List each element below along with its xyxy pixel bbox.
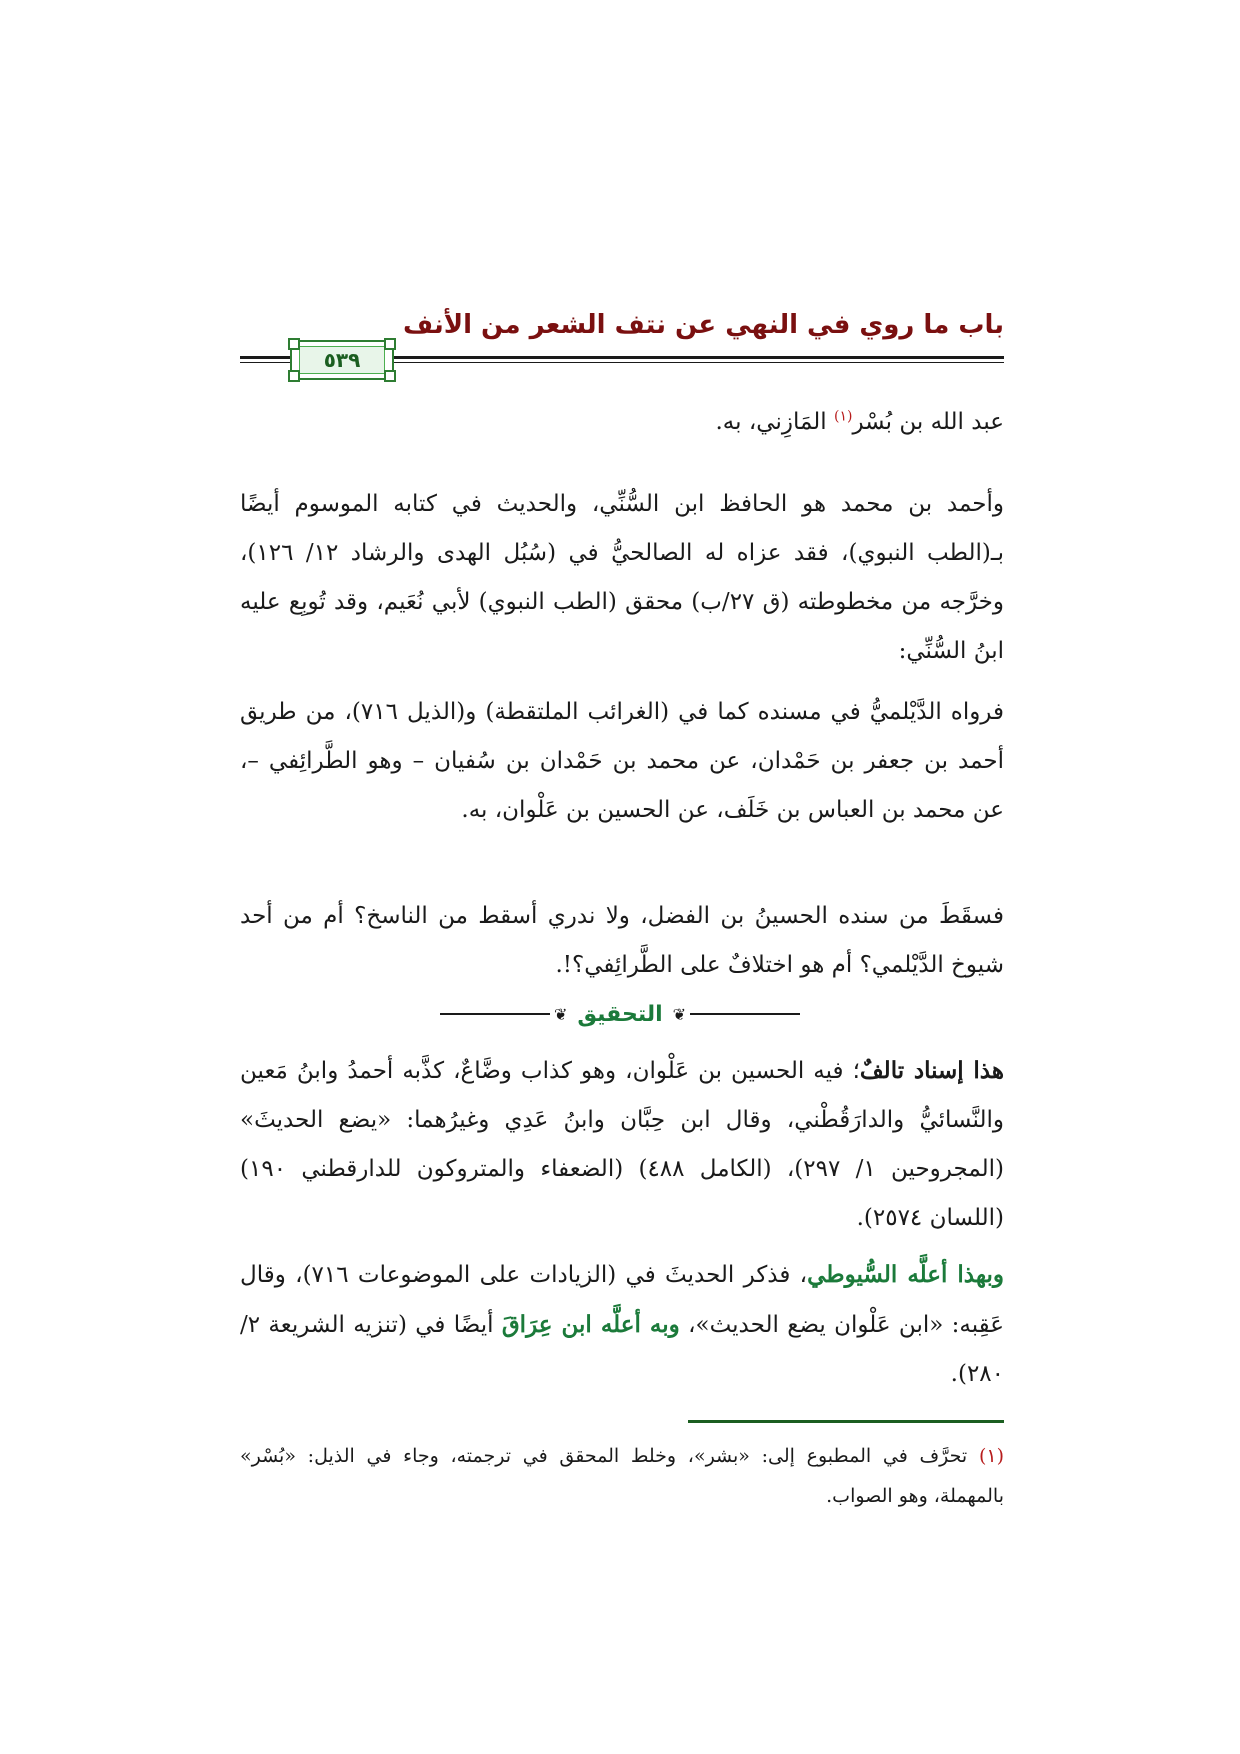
ornament-corner-icon bbox=[384, 370, 396, 382]
page-number: ٥٣٩ bbox=[299, 346, 385, 374]
ornament-corner-icon bbox=[384, 338, 396, 350]
footnote bbox=[240, 1436, 1004, 1516]
paragraph-5-text: ؛ فيه الحسين بن عَلْوان، وهو كذاب وضَّاعٌ، كذَّبه أحمدُ وابنُ مَعين والنَّسائيُّ والدارَقُطْني، وقال ابن حِبَّان وابنُ عَدِي وغيرُهما: «يضع الحديثَ» (المجروحين ١/ ٢٩٧)، (الكامل ٤٨٨) (الضعفاء والمتروكون للدارقطني ١٩٠) (اللسان ٢٥٧٤). bbox=[240, 1058, 1004, 1231]
footnote-ref[interactable]: (١) bbox=[833, 408, 853, 425]
paragraph-6-text: ، فذكر الحديثَ في (الزيادات على الموضوعات ٧١٦)، وقال عَقِبه: «ابن عَلْوان يضع الحديث»، bbox=[240, 1262, 1005, 1338]
section-divider bbox=[440, 996, 800, 1032]
paragraph-2: وأحمد بن محمد هو الحافظ ابن السُّنِّي، والحديث في كتابه الموسوم أيضًا بـ(الطب النبوي)، فقد عزاه له الصالحيُّ في (سُبُل الهدى والرشاد ١٢/ ١٢٦)، وخرَّجه من مخطوطته (ق ٢٧/ب) محقق (الطب النبوي) لأبي نُعَيم، وقد تُوبِع عليه ابنُ السُّنِّي: bbox=[240, 491, 1005, 664]
highlight-green: وبهذا أعلَّه السُّيوطي bbox=[807, 1261, 1004, 1288]
ornament-icon: ❦ bbox=[672, 1004, 687, 1024]
footnote-separator bbox=[688, 1420, 1004, 1423]
highlight-green: وبه أعلَّه ابن عِرَاقَ bbox=[501, 1311, 680, 1338]
section-heading: التحقيق bbox=[577, 1001, 663, 1027]
divider-line bbox=[690, 1013, 800, 1015]
paragraph-5 bbox=[240, 1046, 1004, 1243]
paragraph-6-text-end: أيضًا في (تنزيه الشريعة ٢/ ٢٨٠). bbox=[240, 1312, 1004, 1387]
footnote-number: (١) bbox=[978, 1445, 1004, 1467]
paragraph-4: فسقَطَ من سنده الحسينُ بن الفضل، ولا ندري أسقط من الناسخ؟ أم من أحد شيوخ الدَّيْلمي؟ أم هو اختلافٌ على الطَّرائِفي؟!. bbox=[240, 903, 1004, 978]
page-number-badge bbox=[290, 340, 394, 380]
divider-line bbox=[440, 1013, 550, 1015]
page-header bbox=[240, 310, 1004, 382]
paragraph-1-text: عبد الله بن بُسْر bbox=[852, 409, 1004, 435]
paragraph-3: فرواه الدَّيْلميُّ في مسنده كما في (الغرائب الملتقطة) و(الذيل ٧١٦)، من طريق أحمد بن جعفر بن حَمْدان، عن محمد بن حَمْدان بن سُفيان – وهو الطَّرائِفي –، عن محمد بن العباس بن خَلَف، عن الحسين بن عَلْوان، به. bbox=[240, 699, 1004, 823]
paragraph-1-text-end: المَازِني، به. bbox=[715, 409, 834, 435]
paragraph-1 bbox=[240, 398, 1004, 447]
paragraph-6 bbox=[240, 1250, 1004, 1399]
verdict-bold: هذا إسناد تالفٌ bbox=[859, 1057, 1004, 1084]
ornament-corner-icon bbox=[288, 370, 300, 382]
chapter-title: باب ما روي في النهي عن نتف الشعر من الأنف bbox=[403, 310, 1004, 340]
ornament-corner-icon bbox=[288, 338, 300, 350]
ornament-icon: ❦ bbox=[553, 1004, 568, 1024]
footnote-text: تحرَّف في المطبوع إلى: «بشر»، وخلط المحقق في ترجمته، وجاء في الذيل: «بُسْر» بالمهملة، وهو الصواب. bbox=[240, 1445, 1004, 1507]
